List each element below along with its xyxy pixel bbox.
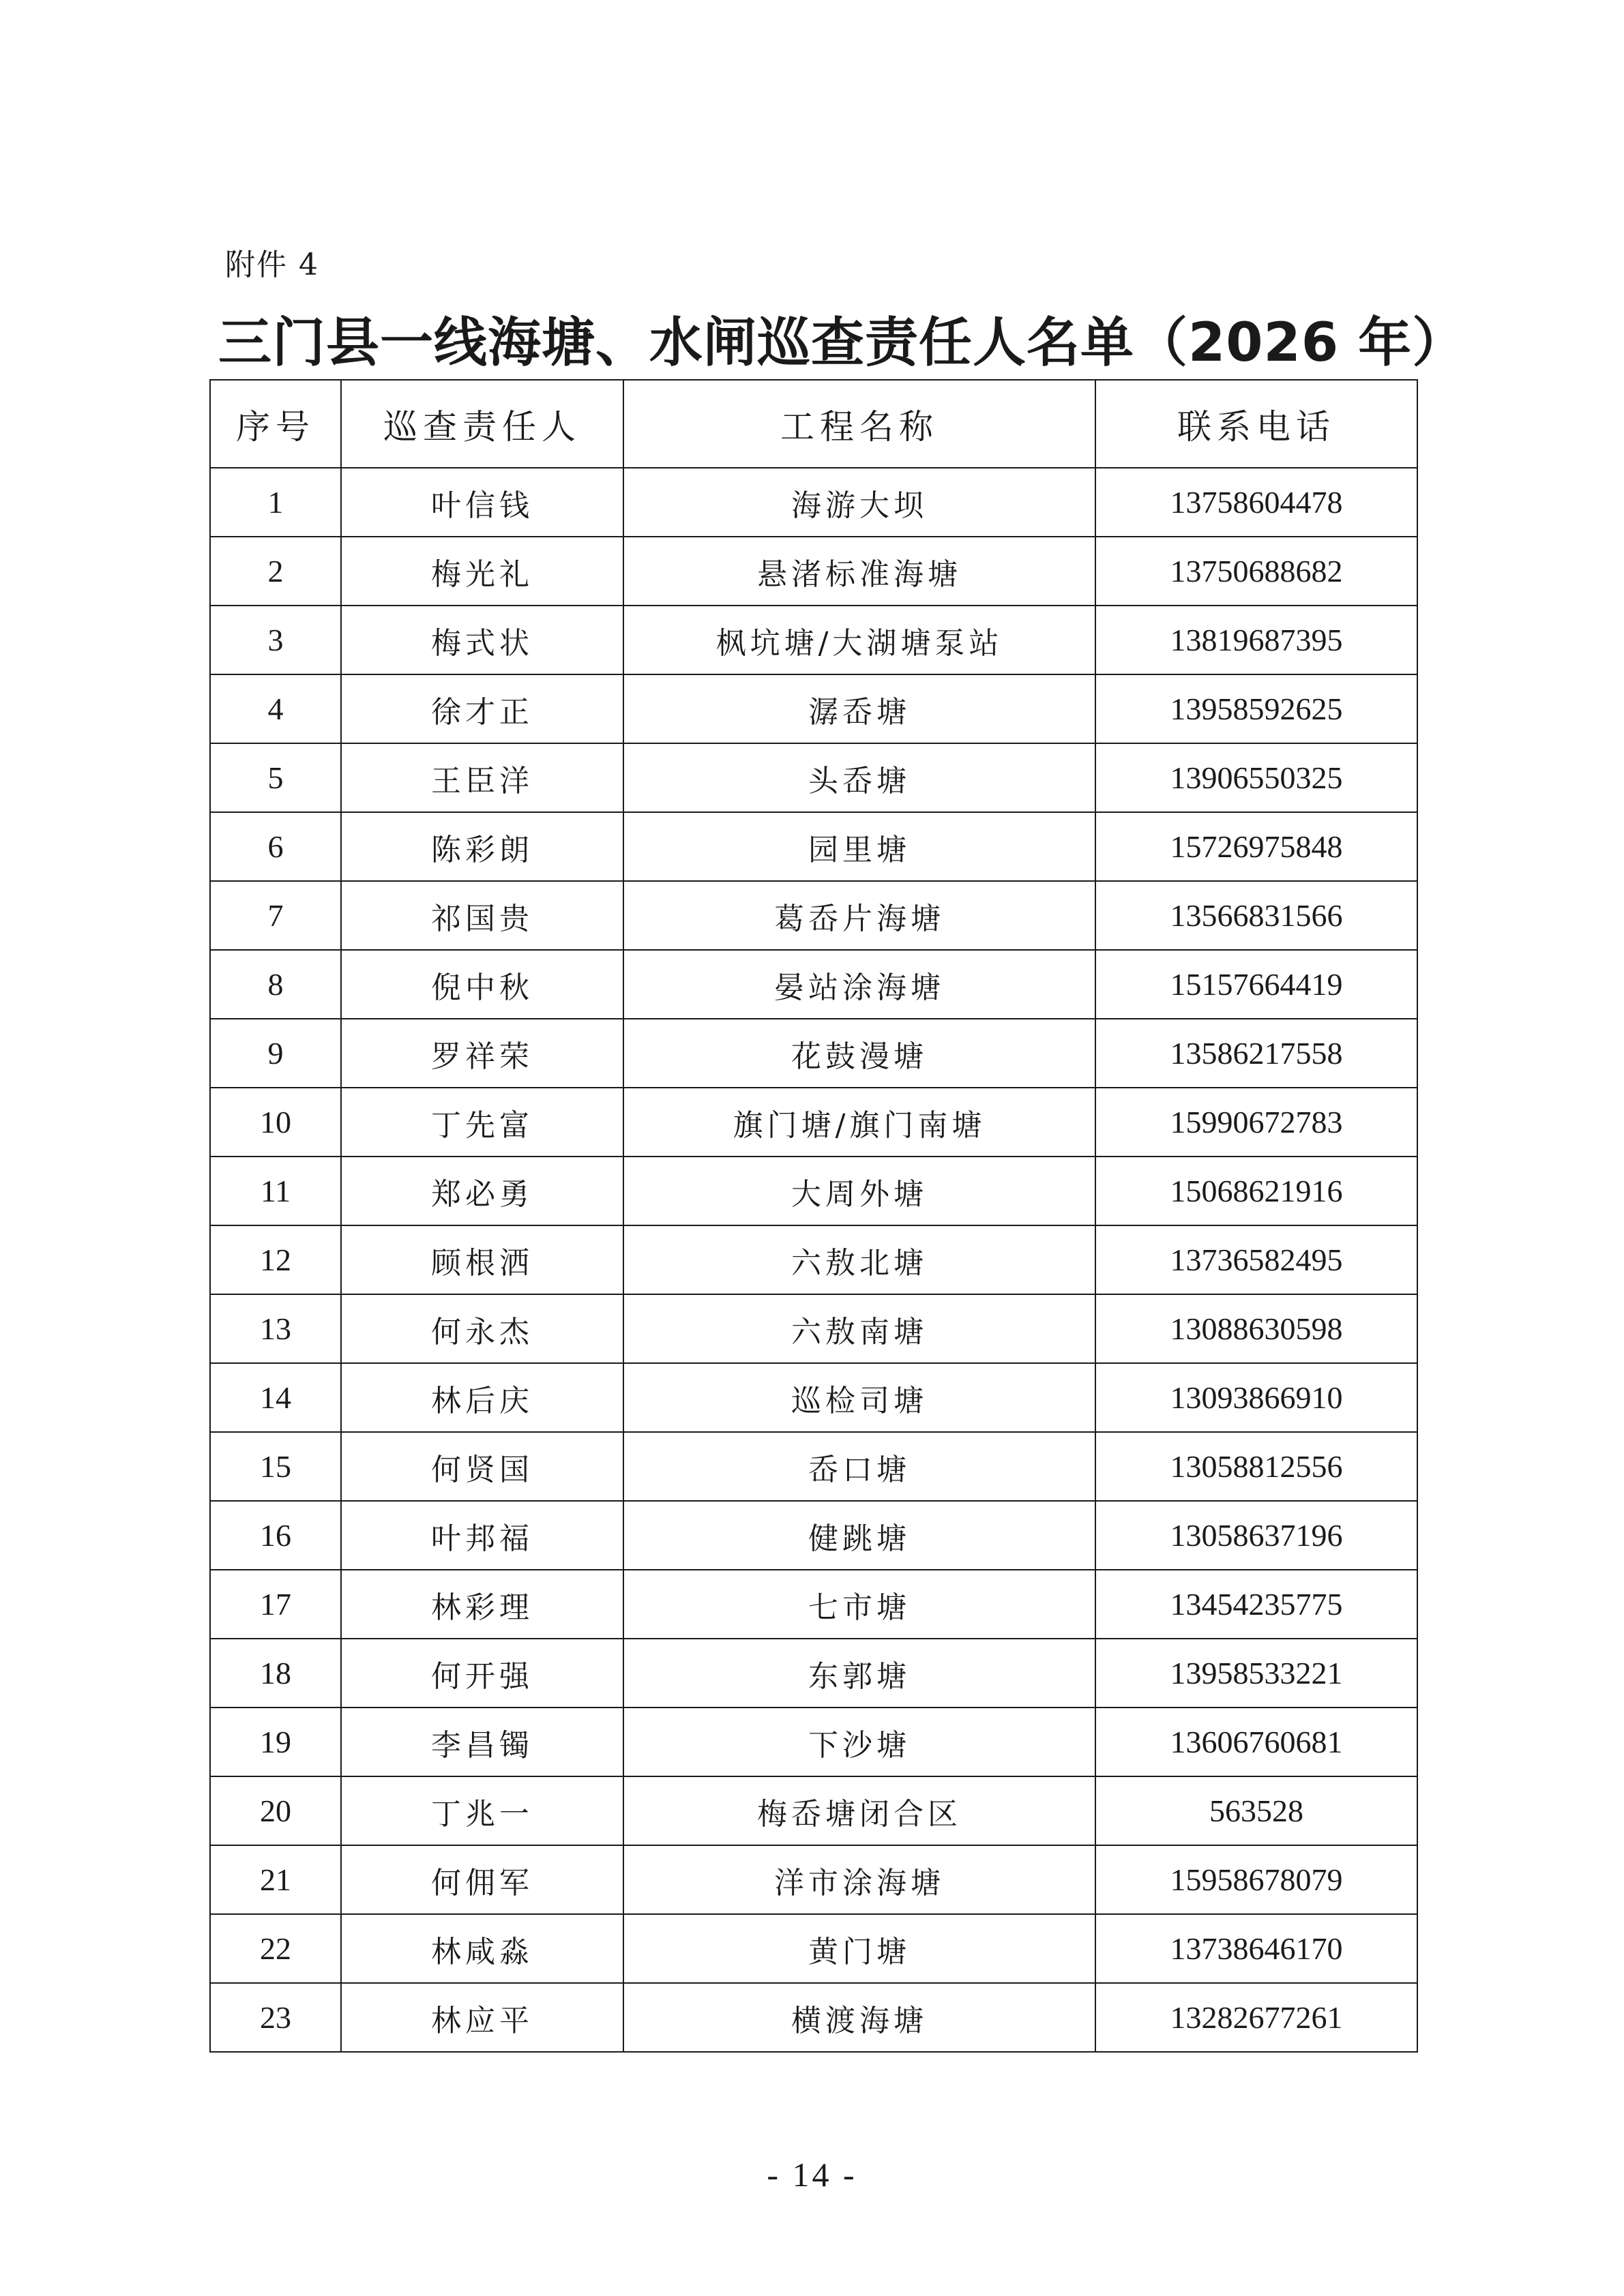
serial-number-cell: 2 — [210, 537, 341, 606]
inspector-name-cell: 丁先富 — [341, 1088, 623, 1157]
table-row — [210, 537, 1417, 606]
table-row — [210, 1294, 1417, 1363]
inspector-name-cell: 林咸淼 — [341, 1914, 623, 1983]
project-name-cell: 头岙塘 — [623, 743, 1095, 812]
table-row — [210, 1157, 1417, 1225]
table-row — [210, 1432, 1417, 1501]
phone-number-cell: 13906550325 — [1095, 743, 1417, 812]
inspector-name-cell: 叶邦福 — [341, 1501, 623, 1570]
serial-number-cell: 22 — [210, 1914, 341, 1983]
project-name-cell: 横渡海塘 — [623, 1983, 1095, 2052]
project-name-cell: 花鼓漫塘 — [623, 1019, 1095, 1088]
inspector-name-cell: 罗祥荣 — [341, 1019, 623, 1088]
inspector-name-cell: 何贤国 — [341, 1432, 623, 1501]
table-row — [210, 812, 1417, 881]
table-row — [210, 1088, 1417, 1157]
table-row — [210, 1019, 1417, 1088]
serial-number-cell: 12 — [210, 1225, 341, 1294]
phone-number-cell: 13958592625 — [1095, 674, 1417, 743]
inspector-name-cell: 李昌镯 — [341, 1708, 623, 1776]
serial-number-cell: 23 — [210, 1983, 341, 2052]
table-row — [210, 674, 1417, 743]
document-title: 三门县一线海塘、水闸巡查责任人名单（2026 年） — [218, 312, 1466, 374]
serial-number-cell: 17 — [210, 1570, 341, 1639]
header-inspector: 巡查责任人 — [341, 380, 623, 468]
table-row — [210, 1708, 1417, 1776]
phone-number-cell: 13606760681 — [1095, 1708, 1417, 1776]
serial-number-cell: 15 — [210, 1432, 341, 1501]
project-name-cell: 海游大坝 — [623, 468, 1095, 537]
table-row — [210, 468, 1417, 537]
serial-number-cell: 13 — [210, 1294, 341, 1363]
header-serial-number: 序号 — [210, 380, 341, 468]
table-header-row — [210, 380, 1417, 468]
phone-number-cell: 15068621916 — [1095, 1157, 1417, 1225]
inspector-name-cell: 徐才正 — [341, 674, 623, 743]
table-row — [210, 743, 1417, 812]
inspector-name-cell: 陈彩朗 — [341, 812, 623, 881]
project-name-cell: 大周外塘 — [623, 1157, 1095, 1225]
table-row — [210, 1845, 1417, 1914]
inspector-name-cell: 郑必勇 — [341, 1157, 623, 1225]
table-row — [210, 1983, 1417, 2052]
serial-number-cell: 8 — [210, 950, 341, 1019]
serial-number-cell: 4 — [210, 674, 341, 743]
serial-number-cell: 6 — [210, 812, 341, 881]
table-body — [210, 468, 1417, 2052]
phone-number-cell: 13088630598 — [1095, 1294, 1417, 1363]
serial-number-cell: 5 — [210, 743, 341, 812]
serial-number-cell: 9 — [210, 1019, 341, 1088]
inspector-name-cell: 何佣军 — [341, 1845, 623, 1914]
project-name-cell: 葛岙片海塘 — [623, 881, 1095, 950]
project-name-cell: 岙口塘 — [623, 1432, 1095, 1501]
phone-number-cell: 13454235775 — [1095, 1570, 1417, 1639]
phone-number-cell: 13282677261 — [1095, 1983, 1417, 2052]
attachment-label: 附件 4 — [225, 248, 319, 282]
phone-number-cell: 15726975848 — [1095, 812, 1417, 881]
inspector-name-cell: 祁国贵 — [341, 881, 623, 950]
inspector-name-cell: 何永杰 — [341, 1294, 623, 1363]
serial-number-cell: 11 — [210, 1157, 341, 1225]
phone-number-cell: 13736582495 — [1095, 1225, 1417, 1294]
table-row — [210, 1776, 1417, 1845]
inspector-name-cell: 梅式状 — [341, 606, 623, 674]
inspector-name-cell: 倪中秋 — [341, 950, 623, 1019]
phone-number-cell: 15958678079 — [1095, 1845, 1417, 1914]
table-row — [210, 1570, 1417, 1639]
inspector-name-cell: 丁兆一 — [341, 1776, 623, 1845]
phone-number-cell: 13058812556 — [1095, 1432, 1417, 1501]
serial-number-cell: 19 — [210, 1708, 341, 1776]
serial-number-cell: 7 — [210, 881, 341, 950]
phone-number-cell: 13586217558 — [1095, 1019, 1417, 1088]
phone-number-cell: 15157664419 — [1095, 950, 1417, 1019]
phone-number-cell: 13758604478 — [1095, 468, 1417, 537]
project-name-cell: 枫坑塘/大湖塘泵站 — [623, 606, 1095, 674]
project-name-cell: 黄门塘 — [623, 1914, 1095, 1983]
project-name-cell: 六敖南塘 — [623, 1294, 1095, 1363]
project-name-cell: 巡检司塘 — [623, 1363, 1095, 1432]
table-row — [210, 1363, 1417, 1432]
project-name-cell: 悬渚标准海塘 — [623, 537, 1095, 606]
inspector-name-cell: 林应平 — [341, 1983, 623, 2052]
project-name-cell: 园里塘 — [623, 812, 1095, 881]
phone-number-cell: 13819687395 — [1095, 606, 1417, 674]
phone-number-cell: 13738646170 — [1095, 1914, 1417, 1983]
serial-number-cell: 14 — [210, 1363, 341, 1432]
serial-number-cell: 18 — [210, 1639, 341, 1708]
project-name-cell: 梅岙塘闭合区 — [623, 1776, 1095, 1845]
table-row — [210, 1501, 1417, 1570]
serial-number-cell: 20 — [210, 1776, 341, 1845]
table-row — [210, 950, 1417, 1019]
inspector-name-cell: 林彩理 — [341, 1570, 623, 1639]
inspector-roster-table — [209, 379, 1418, 2053]
serial-number-cell: 3 — [210, 606, 341, 674]
phone-number-cell: 13958533221 — [1095, 1639, 1417, 1708]
inspector-name-cell: 顾根洒 — [341, 1225, 623, 1294]
serial-number-cell: 10 — [210, 1088, 341, 1157]
inspector-name-cell: 叶信钱 — [341, 468, 623, 537]
project-name-cell: 七市塘 — [623, 1570, 1095, 1639]
project-name-cell: 潺岙塘 — [623, 674, 1095, 743]
header-phone: 联系电话 — [1095, 380, 1417, 468]
inspector-name-cell: 王臣洋 — [341, 743, 623, 812]
table-row — [210, 1225, 1417, 1294]
project-name-cell: 健跳塘 — [623, 1501, 1095, 1570]
serial-number-cell: 21 — [210, 1845, 341, 1914]
phone-number-cell: 13566831566 — [1095, 881, 1417, 950]
page-number: - 14 - — [767, 2156, 857, 2194]
table-row — [210, 606, 1417, 674]
phone-number-cell: 13093866910 — [1095, 1363, 1417, 1432]
project-name-cell: 六敖北塘 — [623, 1225, 1095, 1294]
table-row — [210, 1639, 1417, 1708]
header-project-name: 工程名称 — [623, 380, 1095, 468]
project-name-cell: 下沙塘 — [623, 1708, 1095, 1776]
serial-number-cell: 1 — [210, 468, 341, 537]
phone-number-cell: 563528 — [1095, 1776, 1417, 1845]
project-name-cell: 洋市涂海塘 — [623, 1845, 1095, 1914]
inspector-name-cell: 何开强 — [341, 1639, 623, 1708]
inspector-name-cell: 梅光礼 — [341, 537, 623, 606]
table-row — [210, 881, 1417, 950]
project-name-cell: 晏站涂海塘 — [623, 950, 1095, 1019]
phone-number-cell: 13750688682 — [1095, 537, 1417, 606]
inspector-name-cell: 林后庆 — [341, 1363, 623, 1432]
table-row — [210, 1914, 1417, 1983]
phone-number-cell: 15990672783 — [1095, 1088, 1417, 1157]
phone-number-cell: 13058637196 — [1095, 1501, 1417, 1570]
project-name-cell: 东郭塘 — [623, 1639, 1095, 1708]
serial-number-cell: 16 — [210, 1501, 341, 1570]
project-name-cell: 旗门塘/旗门南塘 — [623, 1088, 1095, 1157]
